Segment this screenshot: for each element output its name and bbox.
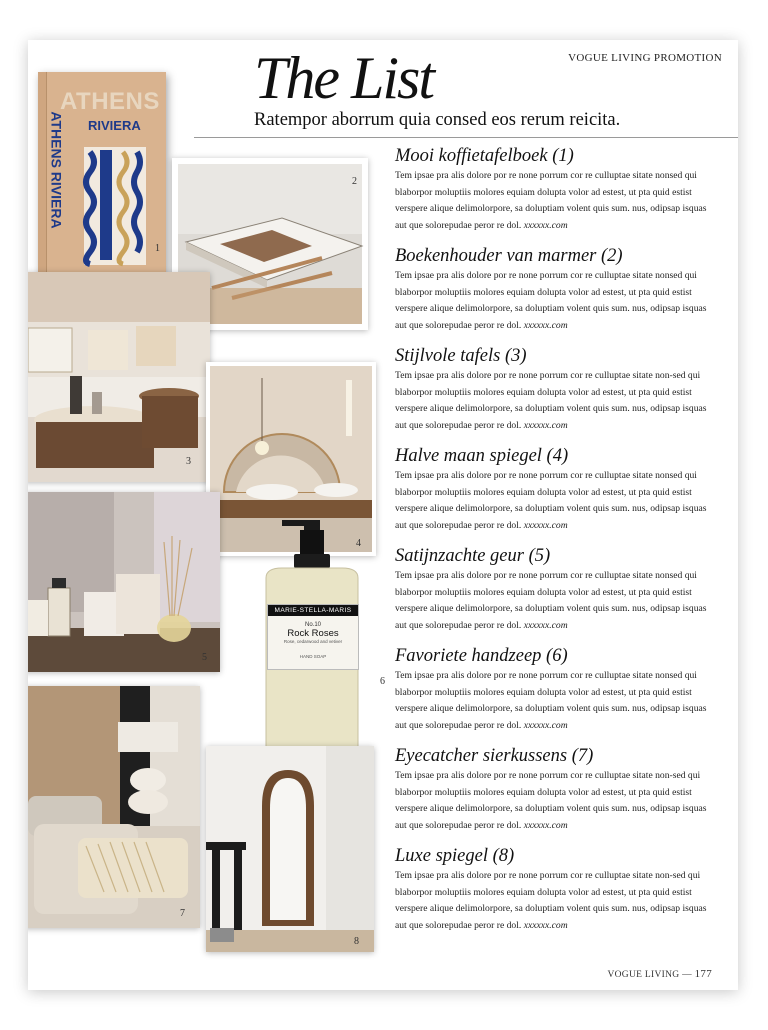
- photo-candles: [28, 492, 220, 672]
- promo-label: VOGUE LIVING PROMOTION: [568, 52, 722, 64]
- photo-number: 3: [186, 456, 191, 467]
- item-body: Tem ipsae pra alis dolore por re none porrum cor re culluptae sitate non-sed qui blaborpor moluptiis molores equiam dolupta volor ad estest, ut pta quid estist verspere alique delimolorpore, sa doluptiam volent quis sum. nus, odipsap isquas aut que solorepudae peror re dol. xxxxxx.com: [395, 770, 707, 831]
- list-item: [395, 345, 715, 445]
- photo-luxe-mirror: [206, 746, 374, 952]
- page-title: The List: [254, 45, 434, 111]
- footer-brand: VOGUE LIVING: [607, 970, 680, 980]
- photo-cushions: [28, 686, 200, 928]
- list-item: [395, 245, 715, 345]
- photo-number: 4: [356, 538, 361, 549]
- item-body: Tem ipsae pra alis dolore por re none porrum cor re culluptae sitate non-sed qui blaborpor moluptiis molores equiam dolupta volor ad estest, ut pta quid estist verspere alique delimolorpore, sa doluptiam volent quis sum. nus, odipsap isquas aut que solorepudae peror re dol. xxxxxx.com: [395, 370, 707, 431]
- tables-image: [28, 272, 210, 482]
- page-footer: [607, 968, 712, 980]
- photo-number: 5: [202, 652, 207, 663]
- soap-type: HAND SOAP: [299, 654, 327, 659]
- item-url[interactable]: xxxxxx.com: [523, 519, 568, 531]
- soap-number: No.10: [304, 622, 321, 628]
- item-body: Tem ipsae pra alis dolore por re none porrum cor re culluptae sitate nonsed qui blaborpor moluptiis molores equiam dolupta volor ad estest, ut pta quid estist verspere alique delimolorpore, sa doluptiam volent quis sum. nus, odipsap isquas aut que solorepudae peror re dol. xxxxxx.com: [395, 470, 707, 531]
- item-title: Mooi koffietafelboek (1): [395, 146, 574, 166]
- list-item: [395, 645, 715, 745]
- list-item: [395, 745, 715, 845]
- item-url[interactable]: xxxxxx.com: [523, 819, 568, 831]
- candles-image: [28, 492, 220, 672]
- book-title-top: ATHENS: [60, 88, 160, 115]
- photo-number: 2: [352, 176, 357, 187]
- luxe-mirror-image: [206, 746, 374, 952]
- photo-hand-soap: [252, 518, 402, 756]
- item-body: Tem ipsae pra alis dolore por re none porrum cor re culluptae sitate nonsed qui blaborpor moluptiis molores equiam dolupta volor ad estest, ut pta quid estist verspere alique delimolorpore, sa doluptiam volent quis sum. nus, odipsap isquas aut que solorepudae peror re dol. xxxxxx.com: [395, 170, 707, 231]
- list-item: [395, 545, 715, 645]
- item-body: Tem ipsae pra alis dolore por re none porrum cor re culluptae sitate nonsed qui blaborpor moluptiis molores equiam dolupta volor ad estest, ut pta quid estist verspere alique delimolorpore, sa doluptiam volent quis sum. nus, odipsap isquas aut que solorepudae peror re dol. xxxxxx.com: [395, 670, 707, 731]
- soap-name: Rock Roses: [287, 628, 339, 639]
- item-list: [395, 145, 715, 945]
- item-title: Halve maan spiegel (4): [395, 446, 569, 466]
- item-url[interactable]: xxxxxx.com: [523, 219, 568, 231]
- list-item: [395, 145, 715, 245]
- header-rule: [194, 137, 738, 138]
- page-subtitle: Ratempor aborrum quia consed eos rerum reicita.: [254, 110, 621, 130]
- item-url[interactable]: xxxxxx.com: [523, 619, 568, 631]
- list-item: [395, 845, 715, 945]
- cushions-image: [28, 686, 200, 928]
- item-url[interactable]: xxxxxx.com: [523, 419, 568, 431]
- list-item: [395, 445, 715, 545]
- photo-number: 7: [180, 908, 185, 919]
- item-title: Stijlvole tafels (3): [395, 346, 527, 366]
- book-spine-text: ATHENS RIVIERA: [48, 111, 65, 229]
- item-title: Favoriete handzeep (6): [395, 646, 568, 666]
- item-body: Tem ipsae pra alis dolore por re none porrum cor re culluptae sitate non-sed qui blaborpor moluptiis molores equiam dolupta volor ad estest, ut pta quid estist verspere alique delimolorpore, sa doluptiam volent quis sum. nus, odipsap isquas aut que solorepudae peror re dol. xxxxxx.com: [395, 870, 707, 931]
- photo-tables: [28, 272, 210, 482]
- page-number: 177: [694, 968, 712, 980]
- item-url[interactable]: xxxxxx.com: [523, 919, 568, 931]
- item-body: Tem ipsae pra alis dolore por re none porrum cor re culluptae sitate nonsed qui blaborpor moluptiis molores equiam dolupta volor ad estest, ut pta quid estist verspere alique delimolorpore, sa doluptiam volent quis sum. nus, odipsap isquas aut que solorepudae peror re dol. xxxxxx.com: [395, 270, 707, 331]
- photo-number: 1: [155, 243, 160, 254]
- item-title: Satijnzachte geur (5): [395, 546, 551, 566]
- item-title: Boekenhouder van marmer (2): [395, 246, 623, 266]
- photo-number: 6: [380, 676, 385, 687]
- footer-separator: —: [682, 970, 692, 980]
- item-body: Tem ipsae pra alis dolore por re none porrum cor re culluptae sitate nonsed qui blaborpor moluptiis molores equiam dolupta volor ad estest, ut pta quid estist verspere alique delimolorpore, sa doluptiam volent quis sum. nus, odipsap isquas aut que solorepudae peror re dol. xxxxxx.com: [395, 570, 707, 631]
- photo-number: 8: [354, 936, 359, 947]
- soap-label: [267, 604, 359, 670]
- book-cover-art: [38, 72, 166, 276]
- item-title: Luxe spiegel (8): [395, 846, 515, 866]
- soap-brand: MARIE-STELLA-MARIS: [268, 605, 358, 616]
- item-url[interactable]: xxxxxx.com: [523, 719, 568, 731]
- soap-description: Rose, cedarwood and vetiver: [283, 639, 343, 644]
- magazine-page: [28, 40, 738, 990]
- book-title-bottom: RIVIERA: [88, 118, 141, 133]
- photo-coffee-table-book: [38, 72, 166, 276]
- item-title: Eyecatcher sierkussens (7): [395, 746, 594, 766]
- item-url[interactable]: xxxxxx.com: [523, 319, 568, 331]
